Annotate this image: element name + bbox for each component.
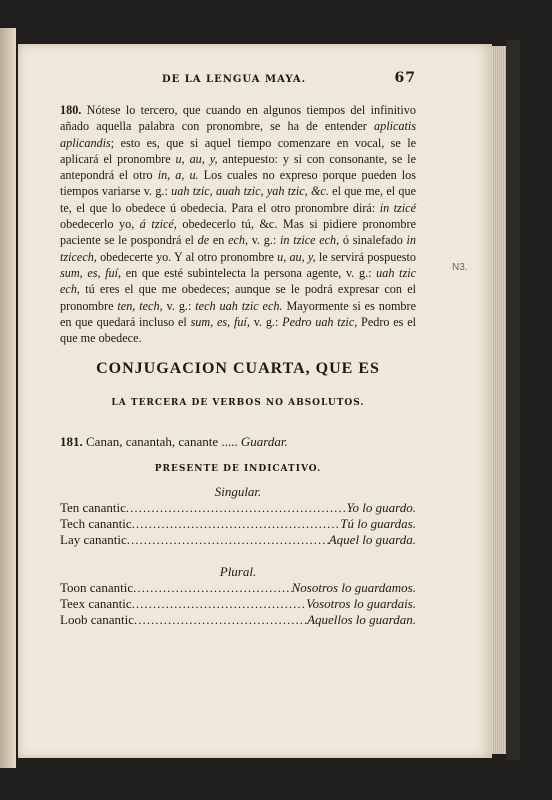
text-run: antepuesto: y si con consonante, se le antepondrá el otro	[60, 151, 416, 183]
conjugation-row	[60, 532, 416, 548]
maya-form: Teex canantic	[60, 596, 132, 612]
margin-pencil-note: N3.	[452, 262, 468, 273]
running-head	[60, 70, 416, 88]
maya-form: Loob canantic	[60, 612, 134, 628]
text-run: Los cuales no expreso porque pueden los tiempos variarse v. g.:	[60, 168, 416, 199]
conjugation-row	[60, 516, 416, 532]
italic-run: sum, es, fuí,	[60, 265, 122, 280]
italic-run: Pedro uah tzic,	[282, 314, 358, 329]
text-run: obedecerte yo. Y al otro pronombre	[96, 249, 278, 264]
italic-run: u, au, y,	[175, 151, 218, 166]
text-run: ó sinalefado	[339, 233, 407, 248]
page-stack-edge	[492, 46, 506, 754]
plural-heading: Plural.	[219, 564, 257, 580]
entry-leader: .....	[221, 434, 238, 450]
singular-heading: Singular.	[214, 484, 262, 500]
verb-forms: Canan, canantah, canante	[86, 434, 219, 450]
text-run: v. g.:	[162, 298, 196, 313]
text-run: Mayormente si es nombre en que quedará incluso el	[60, 298, 416, 329]
plural-table	[60, 580, 416, 628]
text-run: tú eres el que me obedeces; aunque se le podrá expresar con el pronombre	[60, 282, 416, 313]
running-title: DE LA LENGUA MAYA.	[162, 74, 307, 85]
dot-leader	[133, 580, 292, 596]
conjugation-row	[60, 596, 416, 612]
page-content	[60, 70, 416, 628]
italic-run: u, au, y,	[277, 249, 316, 264]
book-cover-edge	[506, 40, 520, 760]
text-run: el que me, el que te, el que lo obedece ú obedecia. Para el otro pronombre dirá:	[60, 184, 416, 215]
text-run: ; esto es, que si aquel tiempo comenzare en vocal, se le aplicará el pronombre	[60, 135, 416, 166]
spanish-translation: Aquellos lo guardan.	[307, 612, 416, 628]
text-run: le servirá pospuesto	[315, 249, 416, 264]
text-run: obedecerlo tú, &c. Mas si pidiere pronombre paciente se le pospondrá el	[60, 217, 416, 248]
italic-run: uah tzic ech,	[60, 265, 416, 297]
dot-leader	[132, 516, 341, 532]
conjugation-row	[60, 612, 416, 628]
dot-leader	[127, 532, 329, 548]
spanish-translation: Aquel lo guarda.	[328, 532, 416, 548]
paragraph-180	[60, 102, 416, 346]
chapter-subtitle: LA TERCERA DE VERBOS NO ABSOLUTOS.	[111, 398, 365, 409]
text-run: obedecerlo yo,	[60, 217, 140, 232]
maya-form: Toon canantic	[60, 580, 134, 596]
dot-leader	[132, 596, 306, 612]
conjugation-row	[60, 500, 416, 516]
verb-gloss: Guardar.	[240, 434, 288, 450]
maya-form: Ten canantic	[60, 500, 126, 516]
text-run: Pedro es el que me obedece.	[60, 314, 416, 346]
spanish-translation: Vosotros lo guardais.	[306, 596, 416, 612]
spanish-translation: Tú lo guardas.	[340, 516, 416, 532]
text-run: en	[209, 233, 229, 248]
maya-form: Lay canantic	[60, 532, 127, 548]
text-run: v. g.:	[248, 233, 281, 248]
italic-run: tech uah tzic ech.	[195, 298, 283, 313]
italic-run: in tzicé	[379, 200, 416, 215]
spanish-translation: Yo lo guardo.	[346, 500, 416, 516]
maya-form: Tech canantic	[60, 516, 132, 532]
dot-leader	[126, 500, 347, 516]
italic-run: in tzice ech,	[280, 233, 340, 248]
entry-number: 181.	[60, 434, 83, 450]
text-run: v. g.:	[249, 314, 283, 329]
italic-run: uah tzic, auah tzic, yah tzic, &c.	[171, 184, 329, 199]
italic-run: aplicatis aplicandis	[60, 119, 416, 150]
italic-run: sum, es, fuí,	[190, 314, 250, 329]
text-run: Nótese lo tercero, que cuando en algunos tiempos del infinitivo añado aquella palabra con pronombre, se ha de entender	[60, 103, 416, 134]
text-run: en que esté subintelecta la persona agente, v. g.:	[121, 265, 377, 280]
italic-run: á tzicé,	[139, 217, 177, 232]
chapter-title: CONJUGACION CUARTA, QUE ES	[96, 360, 380, 378]
page-number: 67	[394, 70, 416, 86]
entry-181	[60, 434, 416, 450]
italic-run: ten, tech,	[117, 298, 163, 313]
italic-run: ech,	[228, 233, 249, 248]
dot-leader	[134, 612, 307, 628]
tense-heading: PRESENTE DE INDICATIVO.	[154, 464, 322, 475]
spanish-translation: Nosotros lo guardamos.	[291, 580, 416, 596]
italic-run: in tzicech,	[60, 233, 416, 264]
facing-page-edge	[0, 28, 16, 768]
singular-table	[60, 500, 416, 548]
italic-run: de	[197, 233, 210, 248]
conjugation-row	[60, 580, 416, 596]
paragraph-number: 180.	[60, 103, 82, 117]
italic-run: in, a, u.	[157, 168, 199, 183]
